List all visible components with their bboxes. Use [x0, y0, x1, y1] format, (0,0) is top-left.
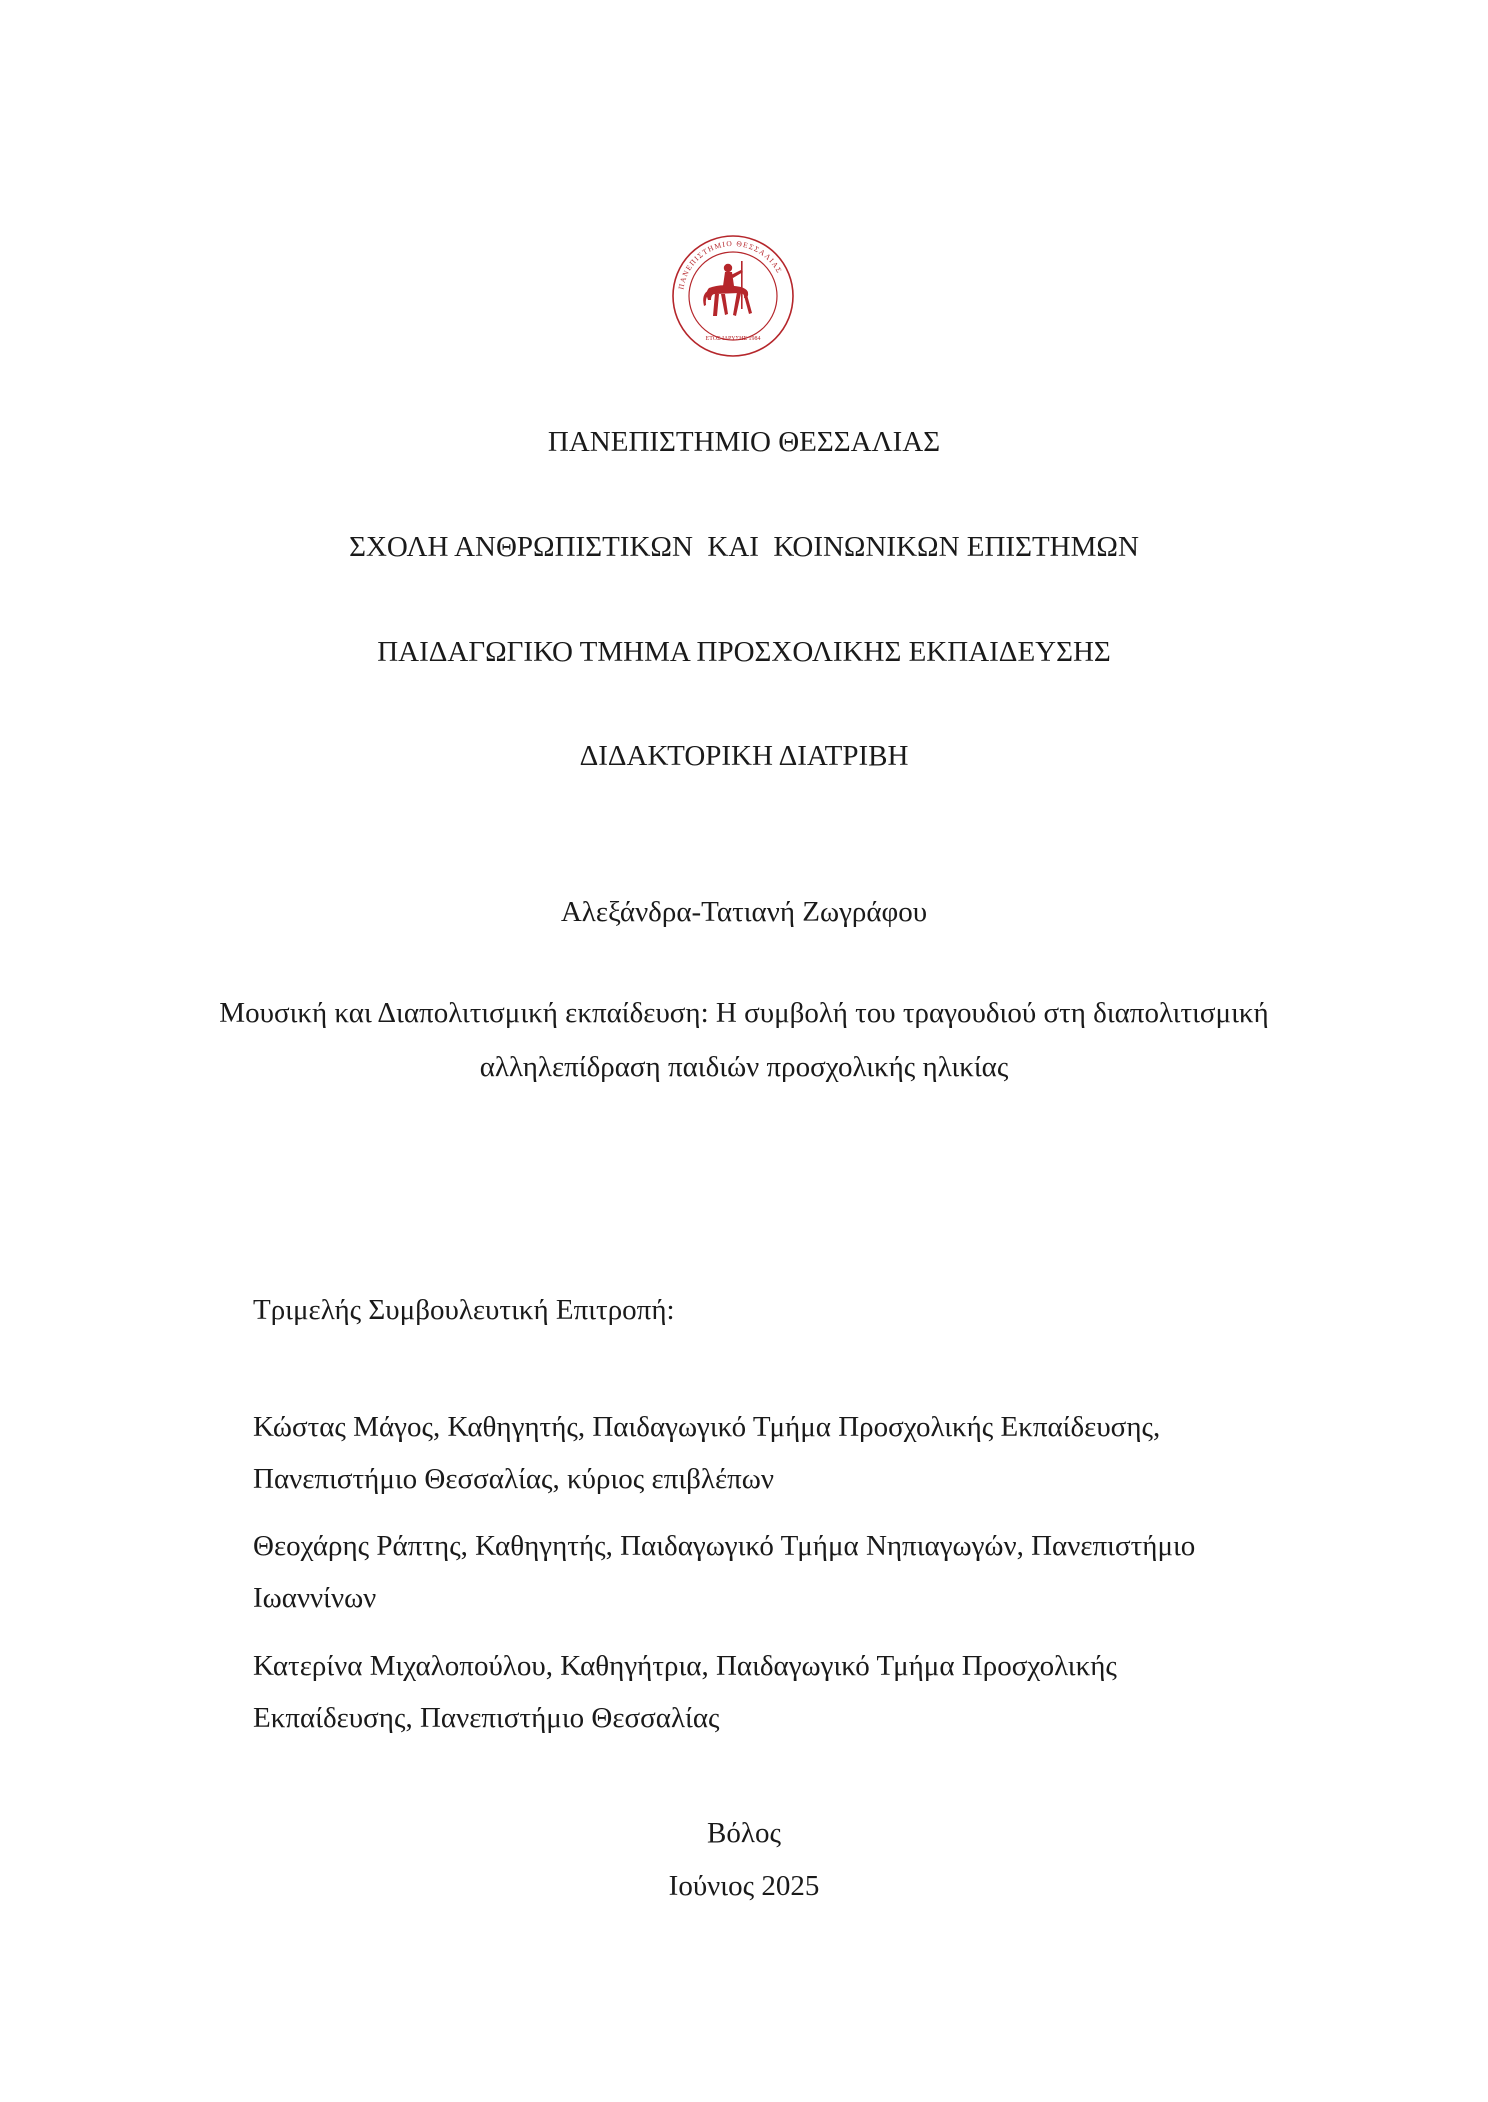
department-name: ΠΑΙΔΑΓΩΓΙΚΟ ΤΜΗΜΑ ΠΡΟΣΧΟΛΙΚΗΣ ΕΚΠΑΙΔΕΥΣΗΣ: [377, 636, 1111, 668]
school-name: ΣΧΟΛΗ ΑΝΘΡΩΠΙΣΤΙΚΩΝ ΚΑΙ ΚΟΙΝΩΝΙΚΩΝ ΕΠΙΣΤΗΜΩΝ: [349, 531, 1139, 563]
committee-member-1-line-1: Κώστας Μάγος, Καθηγητής, Παιδαγωγικό Τμήμα Προσχολικής Εκπαίδευσης,: [253, 1411, 1161, 1443]
committee-member-2-line-1: Θεοχάρης Ράπτης, Καθηγητής, Παιδαγωγικό Τμήμα Νηπιαγωγών, Πανεπιστήμιο: [253, 1530, 1196, 1562]
author-name: Αλεξάνδρα-Τατιανή Ζωγράφου: [560, 896, 928, 928]
document-type: ΔΙΔΑΚΤΟΡΙΚΗ ΔΙΑΤΡΙΒΗ: [579, 740, 909, 772]
centaur-icon: [703, 261, 752, 316]
committee-member-3-line-1: Κατερίνα Μιχαλοπούλου, Καθηγήτρια, Παιδαγωγικό Τμήμα Προσχολικής: [253, 1650, 1117, 1682]
seal-ring-text: ΠΑΝΕΠΙΣΤΗΜΙΟ ΘΕΣΣΑΛΙΑΣ: [676, 238, 785, 291]
university-seal-logo: [671, 234, 795, 358]
thesis-title-line-2: αλληλεπίδραση παιδιών προσχολικής ηλικίας: [479, 1051, 1009, 1083]
committee-member-3-line-2: Εκπαίδευσης, Πανεπιστήμιο Θεσσαλίας: [253, 1702, 720, 1734]
seal-bottom-text: ΕΤΟΣ ΙΔΡΥΣΗΣ 1984: [705, 336, 761, 342]
university-name: ΠΑΝΕΠΙΣΤΗΜΙΟ ΘΕΣΣΑΛΙΑΣ: [547, 426, 941, 458]
committee-heading: Τριμελής Συμβουλευτική Επιτροπή:: [253, 1294, 675, 1326]
committee-member-2-line-2: Ιωαννίνων: [253, 1582, 377, 1614]
date: Ιούνιος 2025: [668, 1870, 820, 1902]
thesis-title-line-1: Μουσική και Διαπολιτισμική εκπαίδευση: Η συμβολή του τραγουδιού στη διαπολιτισμική: [219, 997, 1269, 1029]
committee-member-1-line-2: Πανεπιστήμιο Θεσσαλίας, κύριος επιβλέπων: [253, 1463, 774, 1495]
place: Βόλος: [707, 1817, 781, 1849]
